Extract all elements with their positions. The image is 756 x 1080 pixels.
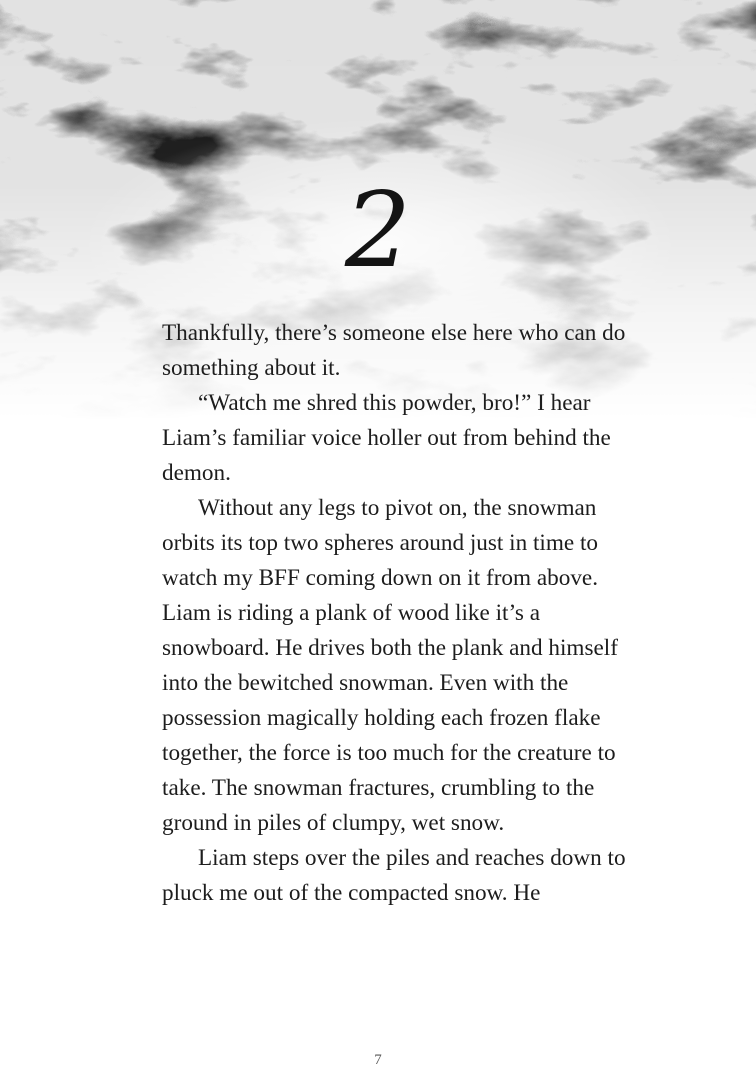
chapter-body-text — [162, 316, 642, 911]
paragraph: Liam steps over the piles and reaches down to pluck me out of the compacted snow. He — [162, 845, 626, 906]
paragraph: Thankfully, there’s someone else here who can do something about it. — [162, 320, 626, 381]
paragraph: Without any legs to pivot on, the snowman orbits its top two spheres around just in time to watch my BFF coming down on it from above. Liam is riding a plank of wood like it’s a snowboard. He drives both the plank and himself into the bewitched snowman. Even with the possession magically holding each frozen flake together, the force is too much for the creature to take. The snowman fractures, crumbling to the ground in piles of clumpy, wet snow. — [162, 495, 618, 836]
chapter-number: 2 — [344, 169, 412, 291]
paragraph: “Watch me shred this powder, bro!” I hear Liam’s familiar voice holler out from behind the demon. — [162, 390, 611, 486]
page-number: 7 — [374, 1052, 382, 1068]
